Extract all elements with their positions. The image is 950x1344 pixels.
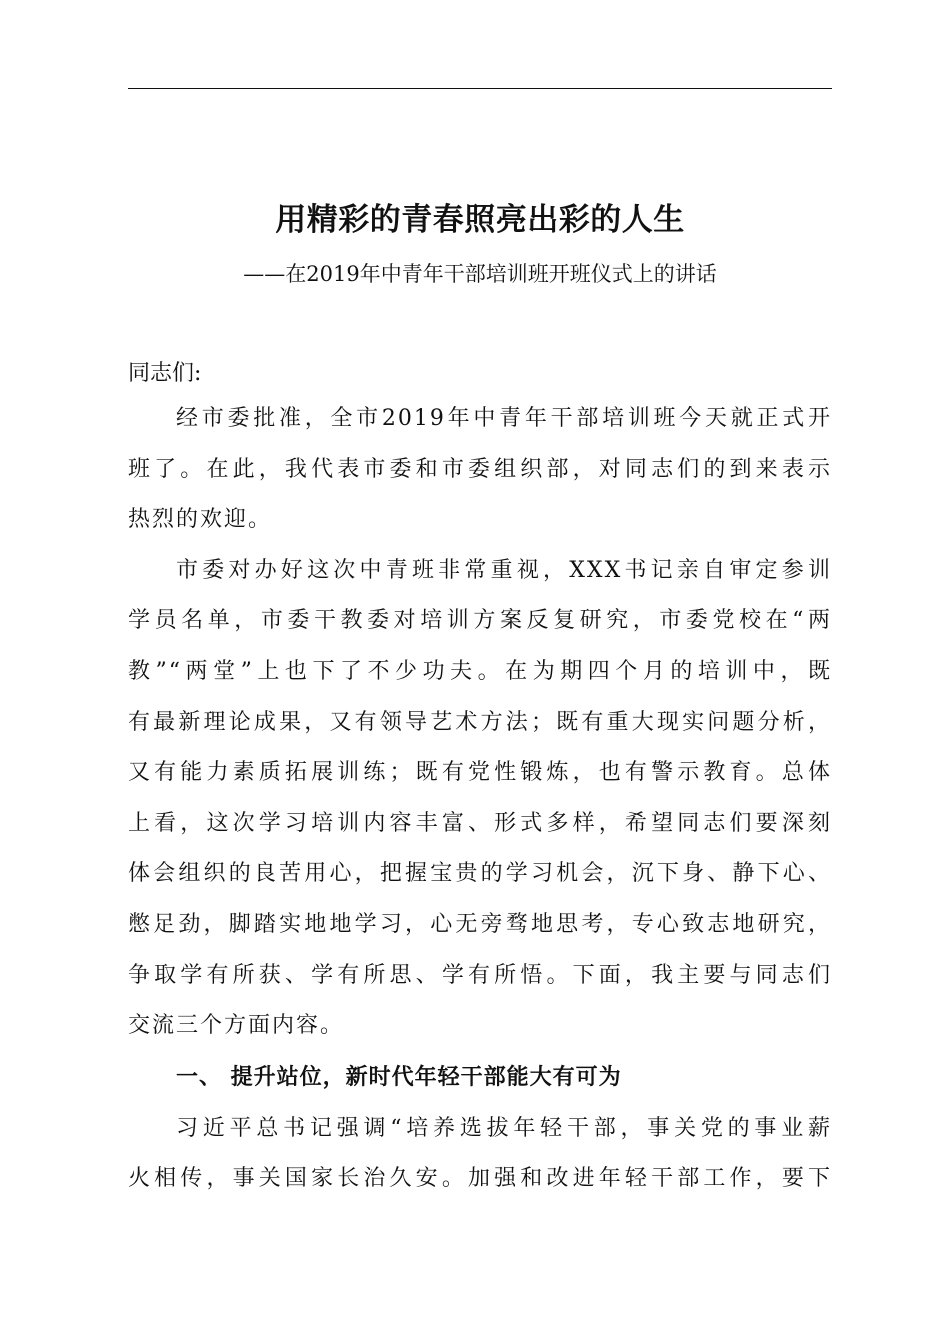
paragraph-3 xyxy=(128,1104,832,1205)
paragraph-1 xyxy=(128,394,832,546)
paragraph-line: 憋足劲，脚踏实地地学习，心无旁骛地思考，专心致志地研究， xyxy=(128,911,832,937)
paragraph-line: 又有能力素质拓展训练；既有党性锻炼，也有警示教育。总体 xyxy=(128,760,832,786)
document-subtitle: ——在2019年中青年干部培训班开班仪式上的讲话 xyxy=(243,262,717,286)
paragraph-line: 习近平总书记强调“培养选拔年轻干部，事关党的事业薪 xyxy=(176,1115,832,1141)
paragraph-line: 学员名单，市委干教委对培训方案反复研究，市委党校在“两 xyxy=(128,608,832,634)
paragraph-line: 热烈的欢迎。 xyxy=(128,507,273,533)
paragraph-line: 争取学有所获、学有所思、学有所悟。下面，我主要与同志们 xyxy=(128,962,832,988)
header-rule xyxy=(128,88,832,89)
paragraph-line: 体会组织的良苦用心，把握宝贵的学习机会，沉下身、静下心、 xyxy=(128,861,832,887)
paragraph-line: 有最新理论成果，又有领导艺术方法；既有重大现实问题分析， xyxy=(128,709,832,735)
document-body xyxy=(128,354,832,1205)
salutation: 同志们: xyxy=(128,361,202,386)
paragraph-2 xyxy=(128,546,832,1052)
paragraph-line: 市委对办好这次中青班非常重视，XXX书记亲自审定参训 xyxy=(176,557,832,583)
paragraph-line: 交流三个方面内容。 xyxy=(128,1013,345,1039)
paragraph-line: 教”“两堂”上也下了不少功夫。在为期四个月的培训中，既 xyxy=(128,658,832,684)
paragraph-line: 上看，这次学习培训内容丰富、形式多样，希望同志们要深刻 xyxy=(128,810,832,836)
paragraph-line: 经市委批准，全市2019年中青年干部培训班今天就正式开 xyxy=(176,406,832,431)
paragraph-line: 火相传，事关国家长治久安。加强和改进年轻干部工作，要下 xyxy=(128,1166,832,1192)
document-title: 用精彩的青春照亮出彩的人生 xyxy=(275,202,685,238)
paragraph-line: 班了。在此，我代表市委和市委组织部，对同志们的到来表示 xyxy=(128,456,832,482)
section-heading-1: 一、 提升站位，新时代年轻干部能大有可为 xyxy=(176,1064,622,1090)
